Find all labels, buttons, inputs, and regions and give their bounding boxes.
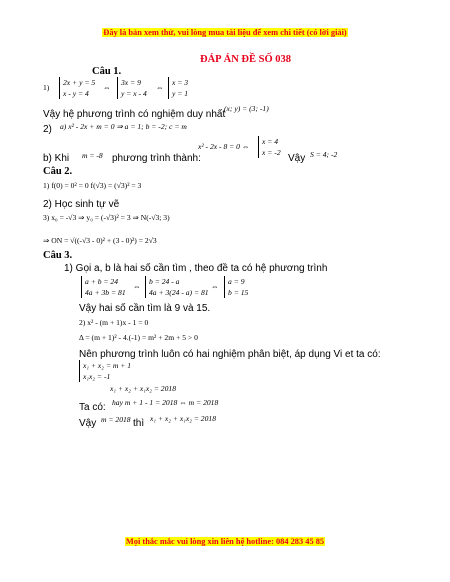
cau1-solution-set: S = 4; -2 <box>310 150 338 159</box>
equivalence-arrow: ⇔ <box>103 83 111 92</box>
cau1-system-1 <box>59 77 95 99</box>
cau1-equation-b: x² - 2x - 8 = 0 ⇔ <box>198 142 250 151</box>
equation: 2x + y = 5 <box>63 78 96 87</box>
cau3-taco-label: Ta có: <box>79 402 106 413</box>
cau3-system-3 <box>224 276 248 298</box>
bottom-banner-text: Mọi thắc mắc vui lòng xin liên hệ hotline: 084 283 45 85 <box>125 537 325 546</box>
equivalence-arrow: ⇔ <box>156 83 164 92</box>
cau1-solution: (x; y) = (3; -1) <box>224 104 269 113</box>
cau1-part1-label: 1) <box>43 83 50 92</box>
cau1-system-2 <box>117 77 147 99</box>
equation: 4a + 3b = 81 <box>85 288 126 297</box>
equation: b = 24 - a <box>149 277 180 286</box>
equation: 3x = 9 <box>121 78 141 87</box>
root: x = 4 <box>262 137 279 146</box>
cau3-expression: x₁ + x₂ + x₁x₂ = 2018 <box>110 384 176 393</box>
cau3-thi-math: x₁ + x₂ + x₁x₂ = 2018 <box>150 414 216 423</box>
cau3-vay-label: Vậy <box>79 418 97 429</box>
cau1-roots <box>258 136 281 158</box>
cau3-taco-math: hay m + 1 - 1 = 2018 ⇔ m = 2018 <box>112 398 219 407</box>
equation: x₁ + x₂ = m + 1 <box>83 361 132 370</box>
cau1-part-b-math: m = -8 <box>82 151 103 160</box>
cau3-thi-label: thì <box>133 418 145 429</box>
cau3-vay-math: m = 2018 <box>101 415 131 424</box>
equation: b = 15 <box>228 288 249 297</box>
page-title: ĐÁP ÁN ĐỀ SỐ 038 <box>200 54 292 65</box>
cau1-vay: Vậy <box>288 153 306 164</box>
cau2-line-2: 2) Học sinh tự vẽ <box>43 199 120 210</box>
cau3-system-2 <box>145 276 209 298</box>
cau3-answer: Vậy hai số cần tìm là 9 và 15. <box>79 303 211 314</box>
equation: 4a + 3(24 - a) = 81 <box>149 288 209 297</box>
top-banner-text: Đây là bản xem thử, vui lòng mua tài liệu để xem chi tiết (có lời giải) <box>103 28 347 37</box>
bottom-banner <box>0 537 450 546</box>
cau1-conclusion: Vậy hệ phương trình có nghiệm duy nhất <box>43 109 226 120</box>
equation: x - y = 4 <box>63 89 89 98</box>
cau1-part2-math: a) x² - 2x + m = 0 ⇒ a = 1; b = -2; c = m <box>60 122 187 131</box>
equation: a + b = 24 <box>85 277 119 286</box>
cau1-part-b-prefix: b) Khi <box>43 153 70 164</box>
cau3-system-1 <box>81 276 126 298</box>
cau3-heading: Câu 3. <box>43 250 73 261</box>
root: x = -2 <box>262 148 281 157</box>
cau3-intro: 1) Gọi a, b là hai số cần tìm , theo đề ta có hệ phương trình <box>64 263 328 274</box>
cau3-equation-2: 2) x² - (m + 1)x - 1 = 0 <box>79 318 149 327</box>
equivalence-arrow: ⇔ <box>211 282 219 291</box>
cau1-part2-label: 2) <box>43 124 52 135</box>
equation: y = 1 <box>172 89 189 98</box>
cau1-part-b-text: phương trình thành: <box>112 153 201 164</box>
equation: x₁x₂ = -1 <box>83 372 111 381</box>
cau2-heading: Câu 2. <box>43 166 73 177</box>
cau2-line-3: 3) x₀ = -√3 ⇒ y₀ = (-√3)² = 3 ⇒ N(-√3; 3) <box>43 213 170 222</box>
cau3-delta: Δ = (m + 1)² - 4.(-1) = m² + 2m + 5 > 0 <box>79 333 198 342</box>
equation: a = 9 <box>228 277 245 286</box>
cau1-system-3 <box>168 77 188 99</box>
equation: x = 3 <box>172 78 189 87</box>
equivalence-arrow: ⇔ <box>133 282 141 291</box>
cau2-line-1: 1) f(0) = 0² = 0 f(√3) = (√3)² = 3 <box>43 181 142 190</box>
cau2-line-4: ⇒ ON = √((-√3 - 0)² + (3 - 0)²) = 2√3 <box>43 236 157 245</box>
equation: y = x - 4 <box>121 89 147 98</box>
cau1-heading: Câu 1. <box>92 66 122 77</box>
cau3-vieta-system <box>79 360 131 382</box>
top-banner <box>0 28 450 37</box>
cau3-vieta-text: Nên phương trình luôn có hai nghiệm phân biệt, áp dụng Vi et ta có: <box>79 349 381 360</box>
